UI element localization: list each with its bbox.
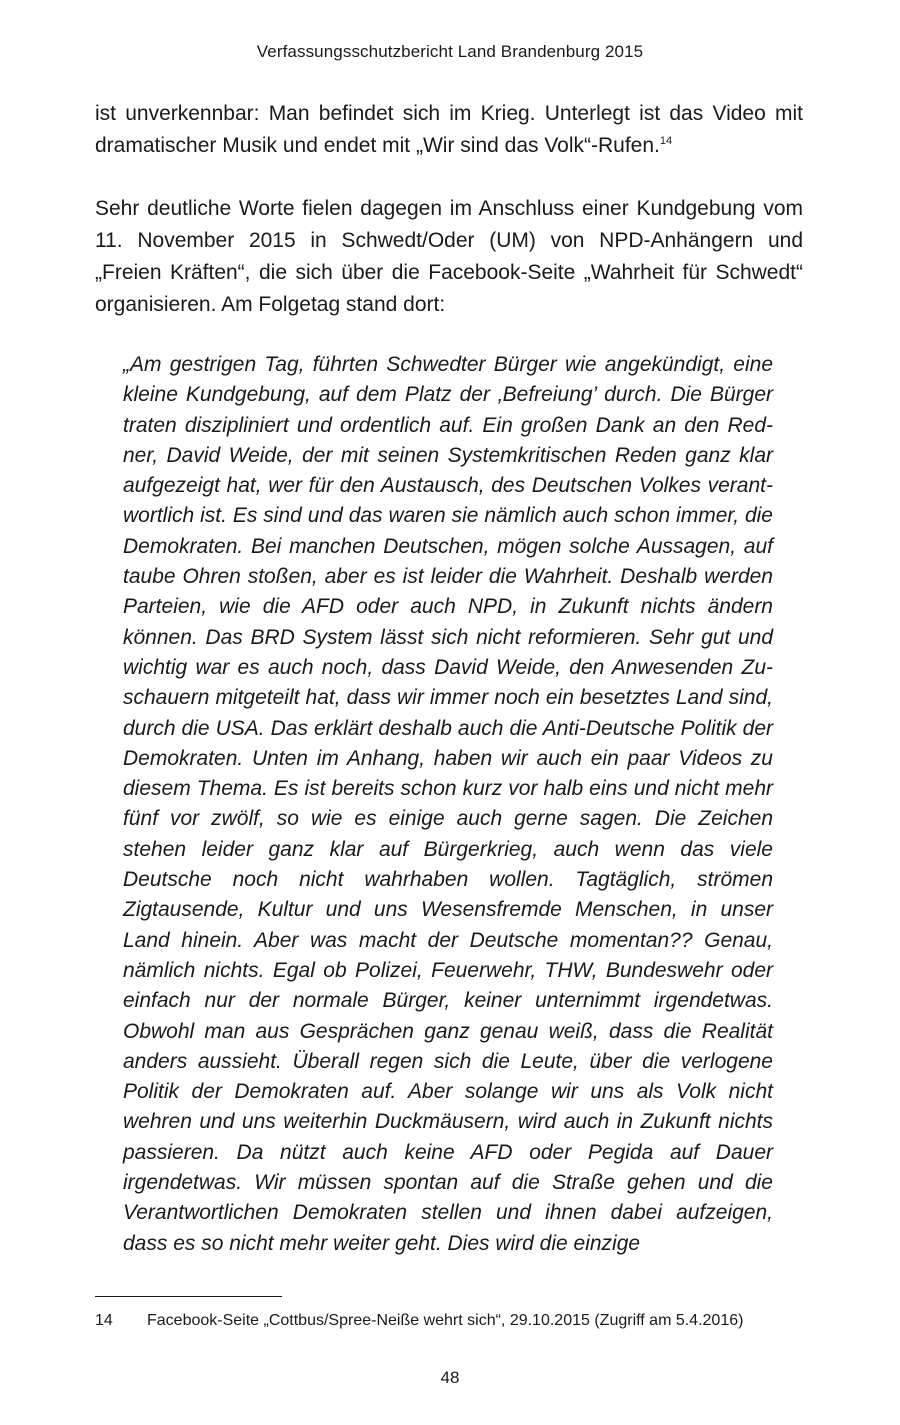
page-number: 48 bbox=[440, 1368, 460, 1387]
footnote-text: Facebook-Seite „Cottbus/Spree-Neiße wehrt sich“, 29.10.2015 (Zugriff am 5.4.2016) bbox=[147, 1312, 744, 1329]
footnote bbox=[95, 1310, 815, 1332]
footnote-number: 14 bbox=[95, 1312, 113, 1329]
footnote-reference[interactable]: 14 bbox=[659, 135, 673, 147]
block-quote: „Am gestrigen Tag, führten Schwedter Bürger wie angekündigt, eine kleine Kundgebung, auf dem Platz der ‚Befreiung’ durch. Die Bürger traten diszipliniert und ordentlich auf. Ein großen Dank an den Redner, David Weide, der mit seinen Systemkritischen Reden ganz klar aufgezeigt hat, wer für den Austausch, des Deutschen Volkes verantwortlich ist. Es sind und das waren sie nämlich auch schon immer, die Demokraten. Bei manchen Deutschen, mögen solche Aussagen, auf taube Ohren stoßen, aber es ist leider die Wahrheit. Deshalb werden Parteien, wie die AFD oder auch NPD, in Zukunft nichts ändern können. Das BRD System lässt sich nicht reformieren. Sehr gut und wichtig war es auch noch, dass David Weide, den Anwesenden Zuschauern mitgeteilt hat, dass wir immer noch ein besetztes Land sind, durch die USA. Das erklärt deshalb auch die Anti-Deutsche Politik der Demokraten. Unten im Anhang, haben wir auch ein paar Videos zu diesem Thema. Es ist bereits schon kurz vor halb eins und nicht mehr fünf vor zwölf, so wie es einige auch gerne sagen. Die Zeichen stehen leider ganz klar auf Bürgerkrieg, auch wenn das viele Deutsche noch nicht wahrhaben wollen. Tagtäglich, strömen Zigtausende, Kultur und uns Wesensfremde Menschen, in unser Land hinein. Aber was macht der Deutsche momentan?? Genau, nämlich nichts. Egal ob Polizei, Feuerwehr, THW, Bundeswehr oder einfach nur der normale Bürger, keiner unternimmt irgendetwas. Obwohl man aus Gesprächen ganz genau weiß, dass die Realität anders aussieht. Überall regen sich die Leute, über die verlogene Politik der Demokraten auf. Aber solange wir uns als Volk nicht wehren und uns weiterhin Duckmäusern, wird auch in Zukunft nichts passieren. Da nützt auch keine AFD oder Pegida auf Dauer irgendetwas. Wir müssen spontan auf die Straße gehen und die Verantwortlichen Demokraten stellen und ihnen dabei aufzeigen, dass es so nicht mehr weiter geht. Dies wird die einzige bbox=[123, 353, 773, 1255]
footnote-separator bbox=[95, 1296, 282, 1297]
paragraph-1 bbox=[95, 98, 803, 162]
running-header: Verfassungsschutzbericht Land Brandenburg 2015 bbox=[256, 42, 644, 61]
paragraph-1-text: ist unverkennbar: Man befindet sich im Krieg. Unterlegt ist das Video mit dramatischer Musik und endet mit „Wir sind das Volk“-Rufen. bbox=[95, 102, 803, 157]
paragraph-2: Sehr deutliche Worte fielen dagegen im Anschluss einer Kundgebung vom 11. November 2015 in Schwedt/Oder (UM) von NPD-Anhängern und „Freien Kräften“, die sich über die Facebook-Seite „Wahrheit für Schwedt“ organisieren. Am Folgetag stand dort: bbox=[95, 197, 803, 316]
